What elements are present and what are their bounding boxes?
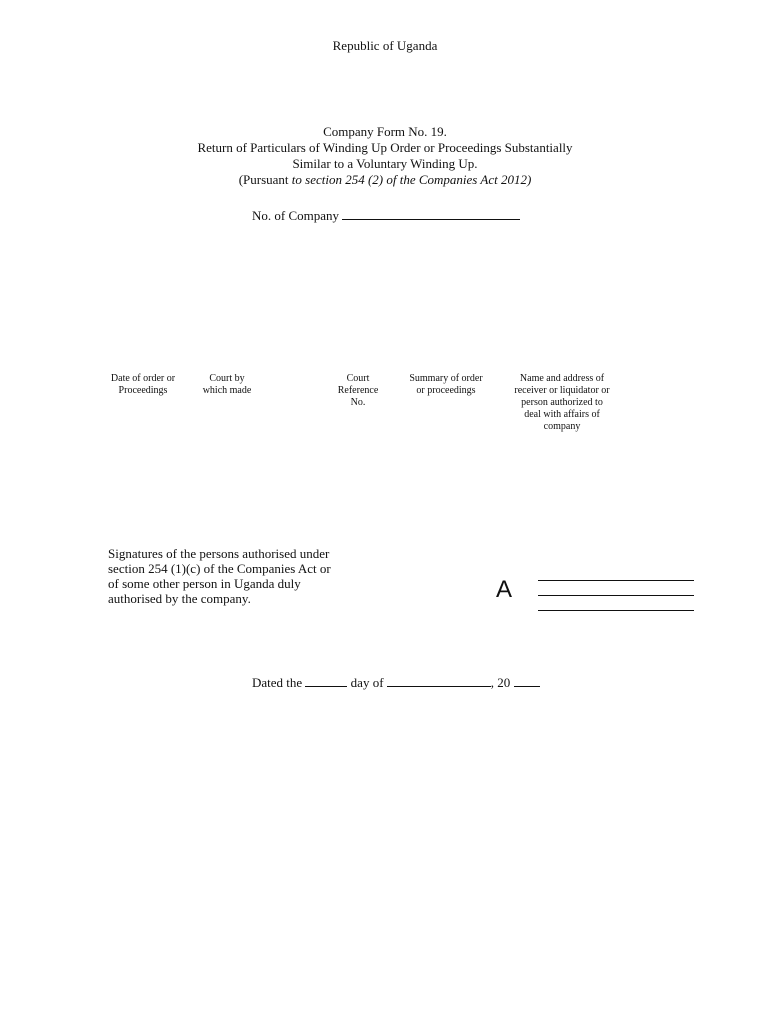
dated-month-field[interactable]: [387, 675, 491, 687]
dated-year-field[interactable]: [514, 675, 540, 687]
column-header-date-text: Date of order or Proceedings: [110, 373, 176, 396]
signature-line-3[interactable]: [538, 610, 694, 611]
dated-year-prefix: 20: [497, 675, 511, 690]
pursuant-prefix: (Pursuant: [238, 172, 292, 187]
dated-day-of: day of: [350, 675, 384, 690]
column-header-receiver: [500, 373, 624, 433]
signature-line-1[interactable]: [538, 580, 694, 581]
company-number-label: No. of Company: [252, 208, 340, 223]
dated-comma: ,: [490, 675, 495, 690]
column-header-court-text: Court by which made: [202, 373, 252, 396]
column-header-receiver-text: Name and address of receiver or liquidator or person authorized to deal with affairs of company: [514, 373, 610, 432]
company-number-field[interactable]: [342, 208, 520, 220]
dated-prefix: Dated the: [252, 675, 303, 690]
column-header-court: [196, 373, 258, 397]
form-title-line-1: Return of Particulars of Winding Up Order or Proceedings Substantially: [197, 140, 573, 155]
signature-line-2[interactable]: [538, 595, 694, 596]
signature-authorisation-text: Signatures of the persons authorised under section 254 (1)(c) of the Companies Act or of some other person in Uganda duly authorised by the company.: [108, 546, 331, 606]
republic-heading: Republic of Uganda: [332, 38, 438, 53]
column-header-court-reference: [330, 373, 386, 409]
column-header-summary-text: Summary of order or proceedings: [409, 373, 483, 396]
column-header-date: [104, 373, 182, 397]
column-header-court-reference-text: Court Reference No.: [337, 373, 379, 408]
form-title-line-2: Similar to a Voluntary Winding Up.: [292, 156, 478, 171]
dated-row: [252, 675, 540, 691]
pursuant-reference: to section 254 (2) of the Companies Act 2012): [291, 172, 532, 187]
form-pursuant: [0, 172, 770, 188]
form-number: Company Form No. 19.: [323, 124, 447, 139]
company-number-row: [252, 208, 520, 224]
form-title-block: [0, 124, 770, 188]
signature-mark: A: [496, 576, 513, 603]
dated-day-field[interactable]: [305, 675, 347, 687]
column-header-summary: [398, 373, 494, 397]
